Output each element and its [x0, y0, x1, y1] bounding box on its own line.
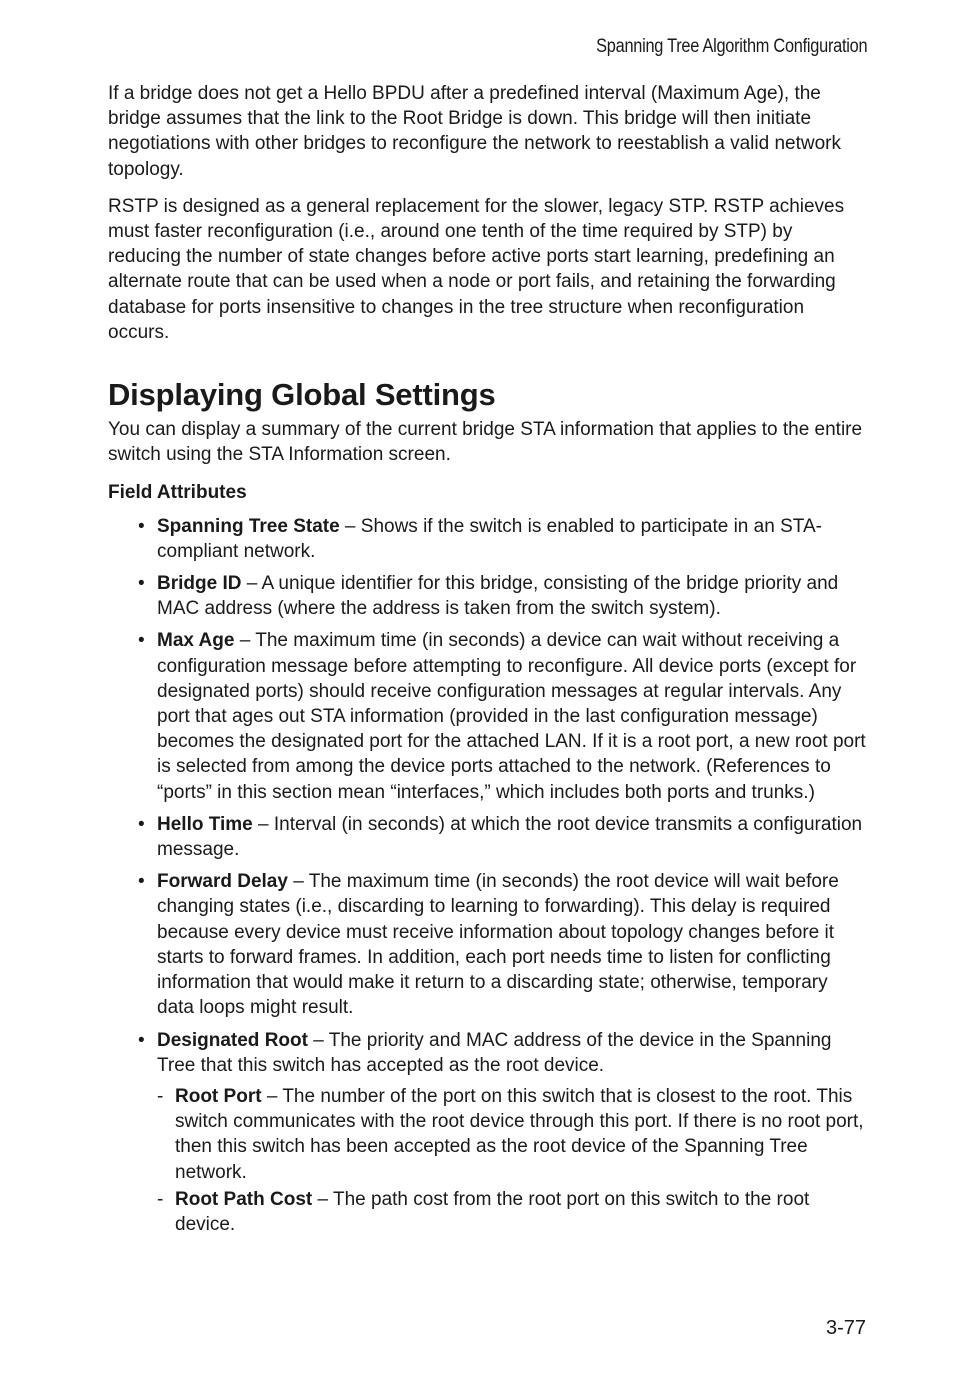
field-item-max-age [108, 628, 868, 804]
field-desc: – The priority and MAC address of the device in the Spanning Tree that this switch has accepted as the root device. [157, 1029, 832, 1076]
subfield-term: Root Path Cost [175, 1188, 313, 1210]
running-header: Spanning Tree Algorithm Configuration [595, 36, 867, 57]
page-content [108, 81, 868, 1244]
subfield-desc: – The path cost from the root port on this switch to the root device. [175, 1188, 810, 1235]
field-list [108, 514, 868, 1237]
field-term: Designated Root [157, 1029, 308, 1051]
field-item-bridge-id [108, 571, 868, 621]
field-desc: – Shows if the switch is enabled to participate in an STA-compliant network. [157, 515, 822, 562]
field-attributes-heading: Field Attributes [108, 482, 247, 504]
field-desc: – The maximum time (in seconds) the root device will wait before changing states (i.e., discarding to learning to forwarding). This delay is required because every device must receive information about topology changes before it starts to forward frames. In addition, each port needs time to listen for conflicting information that would make it return to a discarding state; otherwise, temporary data loops might result. [157, 871, 839, 1019]
bullet-icon: • [138, 1029, 145, 1051]
subfield-term: Root Port [175, 1085, 262, 1107]
bullet-icon: • [138, 515, 145, 537]
bullet-icon: • [138, 630, 145, 652]
field-desc: – The maximum time (in seconds) a device can wait without receiving a configuration message before attempting to reconfigure. All device ports (except for designated ports) should receive configuration messages at regular intervals. Any port that ages out STA information (provided in the last configuration message) becomes the designated port for the attached LAN. If it is a root port, a new root port is selected from among the device ports attached to the network. (References to “ports” in this section mean “interfaces,” which includes both ports and trunks.) [157, 630, 866, 803]
intro-paragraph-2: RSTP is designed as a general replacement for the slower, legacy STP. RSTP achieves must faster reconfiguration (i.e., around one tenth of the time required by STP) by reducing the number of state changes before active ports start learning, predefining an alternate route that can be used when a node or port fails, and retaining the forwarding database for ports insensitive to changes in the tree structure when reconfiguration occurs. [108, 195, 845, 343]
field-term: Hello Time [157, 813, 253, 835]
page-number: 3-77 [825, 1317, 866, 1339]
field-term: Bridge ID [157, 573, 242, 595]
field-item-designated-root [108, 1028, 868, 1238]
intro-paragraph-1: If a bridge does not get a Hello BPDU after a predefined interval (Maximum Age), the bridge assumes that the link to the Root Bridge is down. This bridge will then initiate negotiations with other bridges to reconfigure the network to reestablish a valid network topology. [108, 83, 841, 180]
field-desc: – A unique identifier for this bridge, consisting of the bridge priority and MAC address (where the address is taken from the switch system). [157, 573, 839, 620]
section-description: You can display a summary of the current bridge STA information that applies to the entire switch using the STA Information screen. [108, 419, 863, 466]
field-item-hello-time [108, 812, 868, 862]
bullet-icon: • [138, 573, 145, 595]
field-desc: – Interval (in seconds) at which the root device transmits a configuration message. [157, 813, 863, 861]
subfield-item-root-port [157, 1084, 868, 1185]
field-item-forward-delay [108, 869, 868, 1020]
field-item-spanning-tree-state [108, 514, 868, 564]
field-term: Spanning Tree State [157, 515, 340, 537]
dash-icon: - [157, 1085, 164, 1107]
field-term: Forward Delay [157, 871, 288, 893]
bullet-icon: • [138, 871, 145, 893]
subfield-desc: – The number of the port on this switch that is closest to the root. This switch communicates with the root device through this port. If there is no root port, then this switch has been accepted as the root device of the Spanning Tree network. [175, 1085, 864, 1183]
bullet-icon: • [138, 813, 145, 835]
field-term: Max Age [157, 630, 235, 652]
subfield-list [157, 1084, 868, 1237]
section-title: Displaying Global Settings [108, 377, 496, 413]
subfield-item-root-path-cost [157, 1187, 868, 1237]
dash-icon: - [157, 1188, 164, 1210]
